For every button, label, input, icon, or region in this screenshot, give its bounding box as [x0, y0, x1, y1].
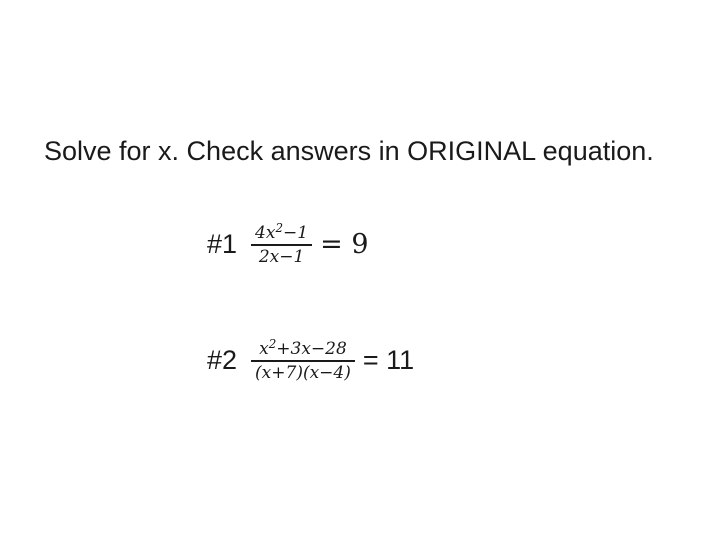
numerator-exponent: 2	[275, 221, 284, 236]
problem-1-numerator	[251, 222, 312, 244]
numerator-rest: +3x−28	[276, 339, 347, 359]
numerator-variable: x	[265, 223, 276, 243]
problem-1	[207, 222, 369, 268]
problem-1-rhs: = 9	[320, 229, 369, 261]
problem-2-rhs: = 11	[362, 345, 415, 376]
numerator-coefficient: 4	[255, 223, 266, 243]
numerator-variable: x	[259, 339, 269, 359]
problem-2-fraction	[251, 338, 355, 384]
problem-2-label: #2	[207, 345, 238, 376]
problem-2-numerator	[255, 338, 351, 360]
numerator-exponent: 2	[268, 337, 277, 352]
problem-2	[207, 338, 414, 384]
instructions-text: Solve for x. Check answers in ORIGINAL equation.	[44, 136, 654, 166]
problem-1-denominator: 2x−1	[258, 246, 305, 267]
problem-1-label: #1	[207, 229, 238, 260]
problem-2-denominator: (x+7)(x−4)	[255, 362, 351, 383]
problem-1-fraction	[251, 222, 312, 268]
numerator-rest: −1	[283, 223, 309, 243]
